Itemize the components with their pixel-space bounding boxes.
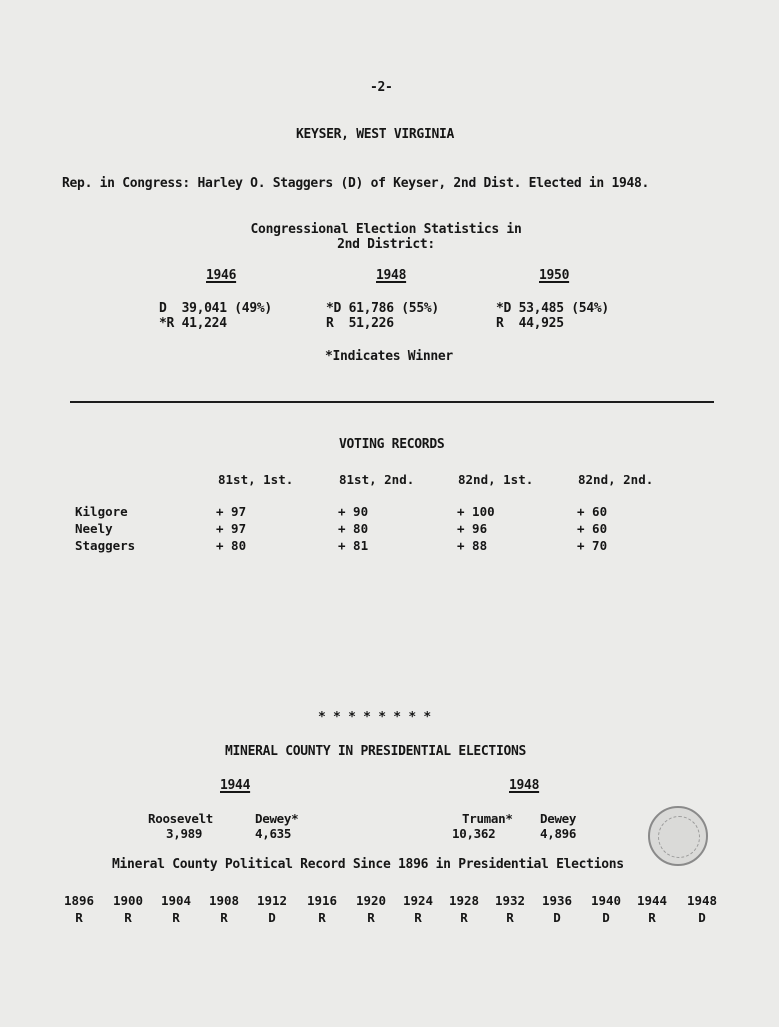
result-1948-line2: R 51,226 [326,316,394,331]
record-party: R [414,910,422,925]
record-year: 1920 [355,893,387,908]
record-year-column [202,892,246,926]
winner-note: *Indicates Winner [325,349,453,364]
congress-stats-title-1: Congressional Election Statistics in [250,222,522,237]
result-1946-line2: *R 41,224 [159,316,227,331]
vote-column-81-2: 81st, 2nd. [339,472,415,487]
vote-column-82-2: 82nd, 2nd. [578,472,654,487]
record-year-column [630,892,674,926]
record-party: R [172,910,180,925]
record-year: 1912 [256,893,288,908]
record-year: 1904 [160,893,192,908]
record-year: 1940 [590,893,622,908]
record-party: D [268,910,276,925]
record-year: 1916 [306,893,338,908]
political-record-title: Mineral County Political Record Since 1896 in Presidential Elections [112,857,624,872]
candidate-votes: 4,635 [255,826,292,841]
record-year-column [584,892,628,926]
record-year-column [488,892,532,926]
mineral-year-1948: 1948 [509,778,540,793]
vote-cell: + 88 [457,538,488,553]
vote-row-kilgore-name: Kilgore [75,504,128,519]
vote-row-staggers-name: Staggers [75,538,136,553]
record-year: 1896 [63,893,95,908]
vote-cell: + 97 [216,504,247,519]
voting-records-title: VOTING RECORDS [339,437,445,452]
candidate-name: Dewey [540,811,577,826]
record-party: D [602,910,610,925]
record-party: R [460,910,468,925]
vote-cell: + 60 [577,521,608,536]
candidate-votes: 10,362 [452,826,496,841]
result-1946-line1: D 39,041 (49%) [159,301,272,316]
record-year: 1928 [448,893,480,908]
record-year: 1924 [402,893,434,908]
representative-line: Rep. in Congress: Harley O. Staggers (D) of Keyser, 2nd Dist. Elected in 1948. [62,176,650,191]
vote-cell: + 80 [216,538,247,553]
election-year-1946: 1946 [206,268,237,283]
record-year: 1932 [494,893,526,908]
horizontal-rule [70,401,714,403]
record-year-column [442,892,486,926]
candidate-votes: 4,896 [540,826,577,841]
record-party: R [367,910,375,925]
vote-cell: + 81 [338,538,369,553]
record-year-column [680,892,724,926]
candidate-name: Truman* [462,811,513,826]
record-year-column [300,892,344,926]
record-party: R [318,910,326,925]
result-1950-line2: R 44,925 [496,316,564,331]
vote-column-82-1: 82nd, 1st. [458,472,534,487]
record-year: 1908 [208,893,240,908]
vote-cell: + 97 [216,521,247,536]
record-party: R [124,910,132,925]
record-year-column [57,892,101,926]
vote-row-neely-name: Neely [75,521,113,536]
record-year: 1936 [541,893,573,908]
vote-cell: + 60 [577,504,608,519]
record-year: 1900 [112,893,144,908]
candidate-name: Dewey* [255,811,299,826]
location-heading: KEYSER, WEST VIRGINIA [296,127,455,142]
candidate-votes: 3,989 [166,826,203,841]
star-separator: * * * * * * * * [318,710,431,725]
vote-cell: + 100 [457,504,495,519]
record-party: R [220,910,228,925]
vote-cell: + 70 [577,538,608,553]
record-party: R [506,910,514,925]
election-year-1950: 1950 [539,268,570,283]
record-year-column [535,892,579,926]
congress-stats-title-2: 2nd District: [337,237,435,252]
mineral-county-title: MINERAL COUNTY IN PRESIDENTIAL ELECTIONS [225,744,527,759]
record-party: D [698,910,706,925]
vote-cell: + 96 [457,521,488,536]
vote-cell: + 80 [338,521,369,536]
mineral-year-1944: 1944 [220,778,251,793]
record-year-column [154,892,198,926]
page-number: -2- [370,80,393,95]
record-party: D [553,910,561,925]
candidate-name: Roosevelt [148,811,214,826]
record-year-column [396,892,440,926]
record-party: R [648,910,656,925]
record-year: 1948 [686,893,718,908]
record-year-column [106,892,150,926]
record-year: 1944 [636,893,668,908]
vote-cell: + 90 [338,504,369,519]
record-party: R [75,910,83,925]
election-year-1948: 1948 [376,268,407,283]
record-year-column [250,892,294,926]
record-year-column [349,892,393,926]
archive-stamp [648,806,708,866]
result-1948-line1: *D 61,786 (55%) [326,301,439,316]
vote-column-81-1: 81st, 1st. [218,472,294,487]
result-1950-line1: *D 53,485 (54%) [496,301,609,316]
